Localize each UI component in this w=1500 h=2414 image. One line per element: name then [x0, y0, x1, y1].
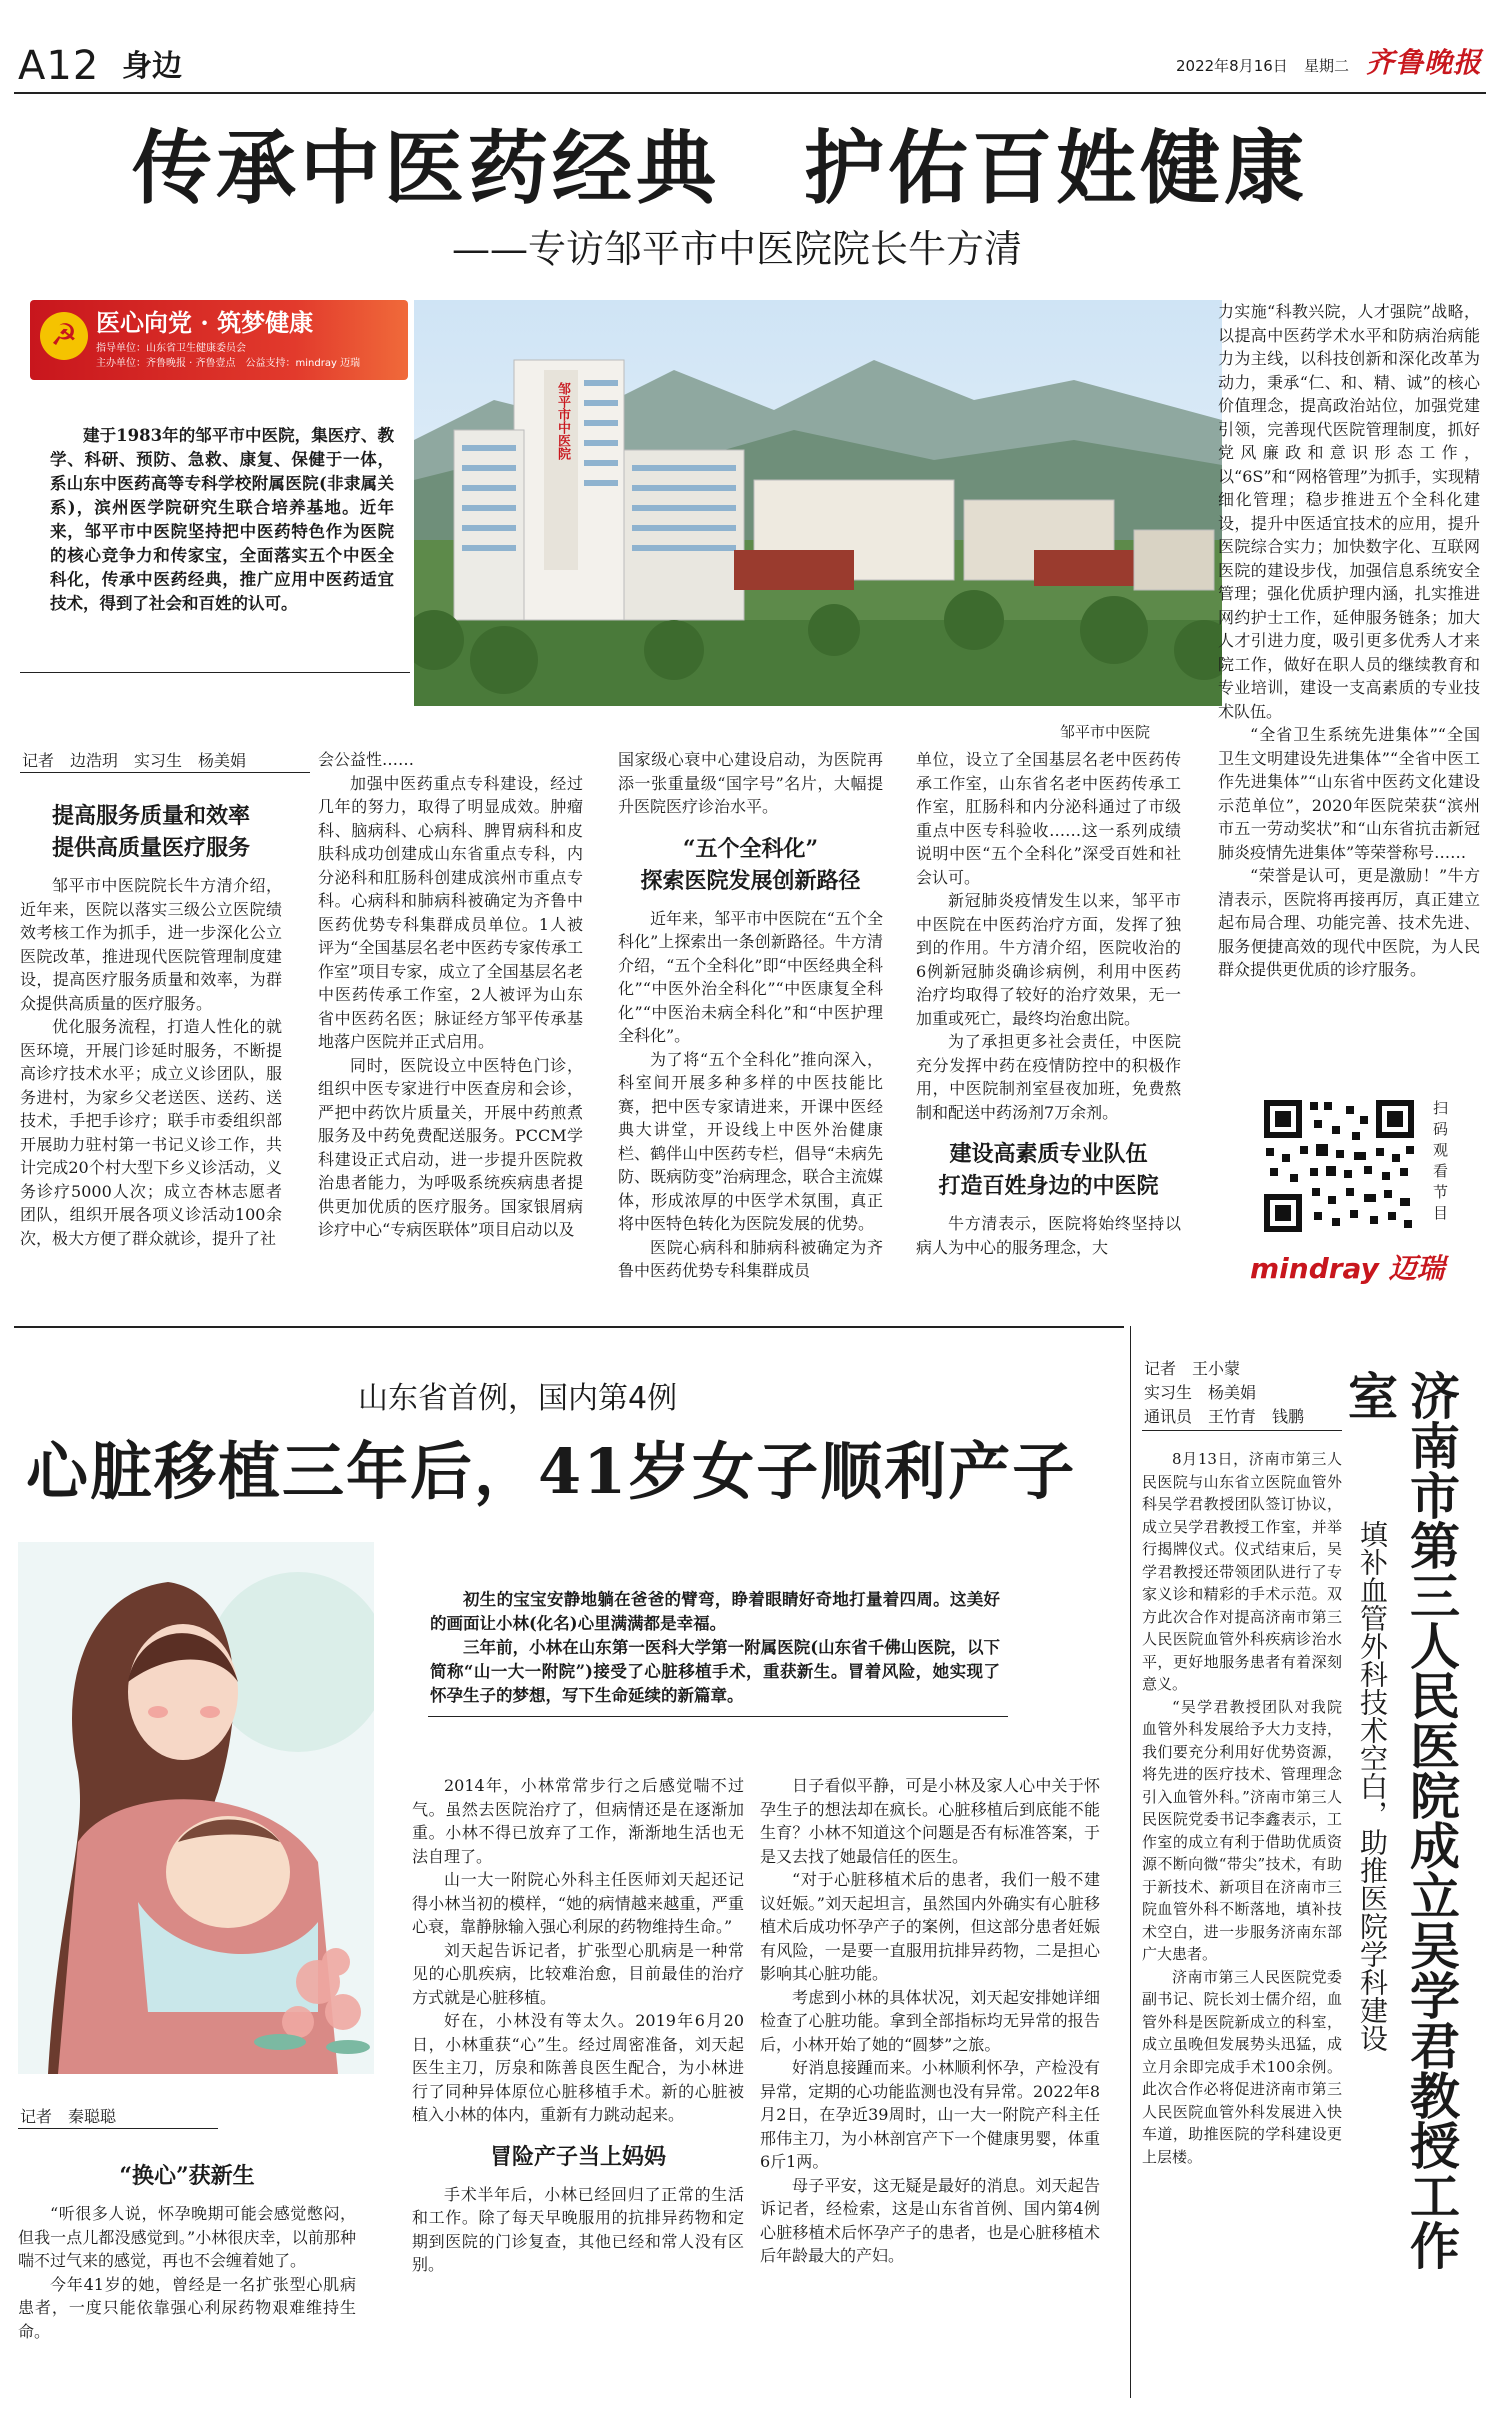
top-byline: 记者 边浩玥 实习生 杨美娟	[22, 751, 247, 770]
middle-column-2: 2014年，小林常常步行之后感觉喘不过气。虽然去医院治疗了，但病情还是在逐渐加重。小林不得已放弃了工作，渐渐地生活也无法自理了。 山一大一附院心外科主任医师刘天起还记得小林当初的模样，“她的病情越来越重，严重心衰，靠静脉输入强心利尿的药物维持生命。” 刘天起告诉记者，扩张型心肌病是一种常见的心肌疾病，比较难治愈，目前最佳的治疗方式就是心脏移植。 好在，小林没有等太久。2019年6月20日，小林重获“心”生。经过周密准备，刘天起医生主刀，厉泉和陈善良医生配合，为小林进行了同种异体原位心脏移植手术。新的心脏被植入小林的体内，重新有力跳动起来。 冒险产子当上妈妈 手术半年后，小林已经回归了正常的生活和工作。除了每天早晚服用的抗排异药物和定期到医院的门诊复查，其他已经和常人没有区别。	[412, 1776, 744, 2274]
subhead-five-general: “五个全科化” 探索医院发展创新路径	[640, 835, 861, 894]
qr-code-image	[1260, 1096, 1418, 1236]
main-subtitle: ——专访邹平市中医院院长牛方清	[452, 227, 1023, 271]
section-name: 身边	[122, 49, 182, 84]
top-column-1: 提高服务质量和效率 提供高质量医疗服务 邹平市中医院院长牛方清介绍，近年来，医院以落实三级公立医院绩效考核工作为抓手，进一步深化公立医院改革，推进现代医院管理制度建设，提高医疗服务质量和效率，为群众提供高质量的医疗服务。 优化服务流程，打造人性化的就医环境，开展门诊延时服务，不断提高诊疗技术水平；成立义诊团队，服务进村，为家乡父老送医、送药、送技术，手把手诊疗；联手市委组织部开展助力驻村第一书记义诊工作，共计完成20个村大型下乡义诊活动，义务诊疗5000人次；成立杏林志愿者团队，组织开展各项义诊活动100余次，极大方便了群众就诊，提升了社	[20, 800, 282, 1320]
middle-byline-rule	[18, 2128, 218, 2129]
photo-caption: 邹平市中医院	[1060, 723, 1151, 741]
right-byline-rule	[1142, 1430, 1342, 1431]
top-column-4: 单位，设立了全国基层名老中医药传承工作室，山东省名老中医药传承工作室，肛肠科和内分泌科通过了市级重点中医专科验收……这一系列成绩说明中医“五个全科化”深受百姓和社会认可。 新冠肺炎疫情发生以来，邹平市中医院在中医药治疗方面，发挥了独到的作用。牛方清介绍，医院收治的6例新冠肺炎确诊病例，利用中医药治疗均取得了较好的治疗效果，无一加重或死亡，最终均治愈出院。 为了承担更多社会责任，中医院充分发挥中药在疫情防控中的积极作用，中医院制剂室昼夜加班，免费熬制和配送中药汤剂7万余剂。 建设高素质专业队伍 打造百姓身边的中医院 牛方清表示，医院将始终坚持以病人为中心的服务理念，大	[916, 750, 1181, 1257]
right-byline-reporter: 记者 王小蒙	[1144, 1359, 1241, 1378]
middle-column-1: “换心”获新生 “听很多人说，怀孕晚期可能会感觉憋闷，但我一点儿都没感觉到。”小林很庆幸，以前那种喘不过气来的感觉，再也不会缠着她了。 今年41岁的她，曾经是一名扩张型心肌病患者，一度只能依靠强心利尿药物艰难维持生命。	[18, 2160, 356, 2390]
building-sign: 邹平市中医院	[555, 382, 570, 460]
right-subtitle: 填补血管外科技术空白，助推医院学科建设	[1356, 1520, 1389, 2052]
banner-host: 主办单位：齐鲁晚报 · 齐鲁壹点 公益支持：mindray 迈瑞	[96, 358, 361, 369]
middle-column-3: 日子看似平静，可是小林及家人心中关于怀孕生子的想法却在疯长。心脏移植后到底能不能生育？小林不知道这个问题是否有标准答案，于是又去找了她最信任的医生。 “对于心脏移植术后的患者，我们一般不建议妊娠。”刘天起坦言，虽然国内外确实有心脏移植术后成功怀孕产子的案例，但这部分患者妊娠有风险，一是要一直服用抗排异药物，二是担心影响其心脏功能。 考虑到小林的具体状况，刘天起安排她详细检查了心脏功能。拿到全部指标均无异常的报告后，小林开始了她的“圆梦”之旅。 好消息接踵而来。小林顺利怀孕，产检没有异常，定期的心功能监测也没有异常。2022年8月2日，在孕近39周时，山一大一附院产科主任邢伟主刀，为小林剖宫产下一个健康男婴，体重6斤1两。 母子平安，这无疑是最好的消息。刘天起告诉记者，经检索，这是山东省首例、国内第4例心脏移植术后怀孕产子的患者，也是心脏移植术后年龄最大的产妇。	[760, 1776, 1100, 2265]
party-emblem-icon: ☭	[40, 312, 88, 360]
qr-caption: 扫码观看节目	[1431, 1100, 1449, 1226]
subhead-service-quality: 提高服务质量和效率 提供高质量医疗服务	[51, 803, 250, 861]
issue-weekday: 星期二	[1304, 57, 1350, 75]
right-byline-intern: 实习生 杨美娟	[1144, 1383, 1257, 1402]
qr-code[interactable]	[1260, 1096, 1418, 1236]
header-rule	[14, 92, 1486, 94]
right-byline-correspondent: 通讯员 王竹青 钱鹏	[1144, 1407, 1305, 1426]
banner-organizer: 指导单位：山东省卫生健康委员会	[96, 343, 246, 354]
mother-baby-illustration	[18, 1542, 374, 2074]
main-headline: 传承中医药经典 护佑百姓健康	[132, 121, 1308, 215]
middle-lead: 初生的宝宝安静地躺在爸爸的臂弯，睁着眼睛好奇地打量着四周。这美好的画面让小林(化名)心里满满都是幸福。 三年前，小林在山东第一医科大学第一附属医院(山东省千佛山医院，以下简称“山一大一附院”)接受了心脏移植手术，重获新生。冒着风险，她实现了怀孕生子的梦想，写下生命延续的新篇章。	[430, 1590, 1000, 1705]
top-column-5: 力实施“科教兴院，人才强院”战略，以提高中医药学术水平和防病治病能力为主线，以科技创新和深化改革为动力，秉承“仁、和、精、诚”的核心价值理念，提高政治站位，加强党建引领，完善现代医院管理制度，抓好党风廉政和意识形态工作，以“6S”和“网格管理”为抓手，实现精细化管理；稳步推进五个全科化建设，提升中医适宜技术的应用，提升医院综合实力；加快数字化、互联网医院的建设步伐，加强信息系统安全管理；强化优质护理内涵，扎实推进网约护士工作，延伸服务链条；加大人才引进力度，吸引更多优秀人才来院工作，做好在职人员的继续教育和专业培训，建设一支高素质的专业技术队伍。 “全省卫生系统先进集体”“全国卫生文明建设先进集体”“全省中医工作先进集体”“山东省中医药文化建设示范单位”，2020年医院荣获“滨州市五一劳动奖状”和“山东省抗击新冠肺炎疫情先进集体”等荣誉称号…… “荣誉是认可，更是激励！”牛方清表示，医院将再接再厉，真正建立起布局合理、功能完善、技术先进、服务便捷高效的现代中医院，为人民群众提供更优质的诊疗服务。	[1218, 302, 1480, 979]
middle-kicker: 山东省首例，国内第4例	[358, 1381, 678, 1416]
mother-baby-art	[18, 1542, 374, 2074]
story-divider	[14, 1326, 1124, 1328]
hospital-photo	[414, 300, 1222, 706]
right-body: 8月13日，济南市第三人民医院与山东省立医院血管外科吴学君教授团队签订协议，成立吴学君教授工作室，并举行揭牌仪式。仪式结束后，吴学君教授还带领团队进行了专家义诊和精彩的手术示范。双方此次合作对提高济南市第三人民医院血管外科疾病诊治水平，更好地服务患者有着深刻意义。 “吴学君教授团队对我院血管外科发展给予大力支持，我们要充分利用好优势资源，将先进的医疗技术、管理理念引入血管外科。”济南市第三人民医院党委书记李鑫表示，工作室的成立有利于借助优质资源不断向微“带尖”技术，有助于新技术、新项目在济南市三院血管外科不断落地，填补技术空白，进一步服务济南东部广大患者。 济南市第三人民医院党委副书记、院长刘士儒介绍，血管外科是医院新成立的科室，成立虽晚但发展势头迅猛，成立月余即完成手术100余例。此次合作必将促进济南市第三人民医院血管外科发展进入快车道，助推医院的学科建设更上层楼。	[1142, 1450, 1342, 2166]
hospital-photo-illustration	[414, 300, 1222, 706]
issue-date: 2022年8月16日	[1176, 57, 1288, 75]
page-number: A12	[18, 43, 100, 89]
right-headline: 济南市第三人民医院成立吴学君教授工作室	[1340, 1370, 1461, 2270]
banner-title: 医心向党 · 筑梦健康	[96, 308, 314, 337]
sponsor-logo: mindray 迈瑞	[1250, 1252, 1445, 1285]
middle-headline: 心脏移植三年后，41岁女子顺利产子	[26, 1435, 1077, 1508]
subhead-became-mother: 冒险产子当上妈妈	[489, 2143, 666, 2170]
subhead-team-building: 建设高素质专业队伍 打造百姓身边的中医院	[938, 1141, 1159, 1199]
byline-rule	[20, 772, 310, 773]
top-column-3: 国家级心衰中心建设启动，为医院再添一张重量级“国字号”名片，大幅提升医院医疗诊治水平。 “五个全科化” 探索医院发展创新路径 近年来，邹平市中医院在“五个全科化”上探索出一条创新路径。牛方清介绍，“五个全科化”即“中医经典全科化”“中医外治全科化”“中医康复全科化”“中医治未病全科化”和“中医护理全科化”。 为了将“五个全科化”推向深入，科室间开展多种多样的中医技能比赛，把中医专家请进来，开课中医经典大讲堂，开设线上中医外治健康栏、鹤伴山中医药专栏，倡导“未病先防、既病防变”治病理念，联合主流媒体，形成浓厚的中医学术氛围，真正将中医特色转化为医院发展的优势。 医院心病科和肺病科被确定为齐鲁中医药优势专科集群成员	[618, 750, 883, 1280]
top-lead: 建于1983年的邹平市中医院，集医疗、教学、科研、预防、急救、康复、保健于一体，系山东中医药高等专科学校附属医院(非隶属关系)，滨州医学院研究生联合培养基地。近年来，邹平市中医院坚持把中医药特色作为医院的核心竞争力和传家宝，全面落实五个中医全科化，传承中医药经典，推广应用中医药适宜技术，得到了社会和百姓的认可。	[50, 426, 394, 613]
top-column-2: 会公益性…… 加强中医药重点专科建设，经过几年的努力，取得了明显成效。肿瘤科、脑病科、心病科、脾胃病科和皮肤科成功创建成山东省重点专科，内分泌科和肛肠科创建成滨州市重点专科。心病科和肺病科被确定为齐鲁中医药优势专科集群成员单位。1人被评为“全国基层名老中医药专家传承工作室”项目专家，成立了全国基层名老中医药传承工作室，2人被评为山东省中医药名医；脉证经方邹平传承基地落户医院并正式启用。 同时，医院设立中医特色门诊，组织中医专家进行中医查房和会诊，严把中药饮片质量关，开展中药煎煮服务及中药免费配送服务。PCCM学科建设正式启动，进一步提升医院救治患者能力，为呼吸系统疾病患者提供更加优质的医疗服务。国家银屑病诊疗中心“专病医联体”项目启动以及	[318, 750, 583, 1239]
right-column-divider	[1130, 1326, 1131, 2398]
party-banner	[30, 300, 408, 380]
masthead-logo: 齐鲁晚报	[1366, 46, 1483, 79]
middle-byline: 记者 秦聪聪	[20, 2107, 117, 2126]
middle-lead-rule	[428, 1716, 1008, 1717]
subhead-new-heart: “换心”获新生	[119, 2163, 255, 2189]
lead-divider	[20, 672, 410, 673]
